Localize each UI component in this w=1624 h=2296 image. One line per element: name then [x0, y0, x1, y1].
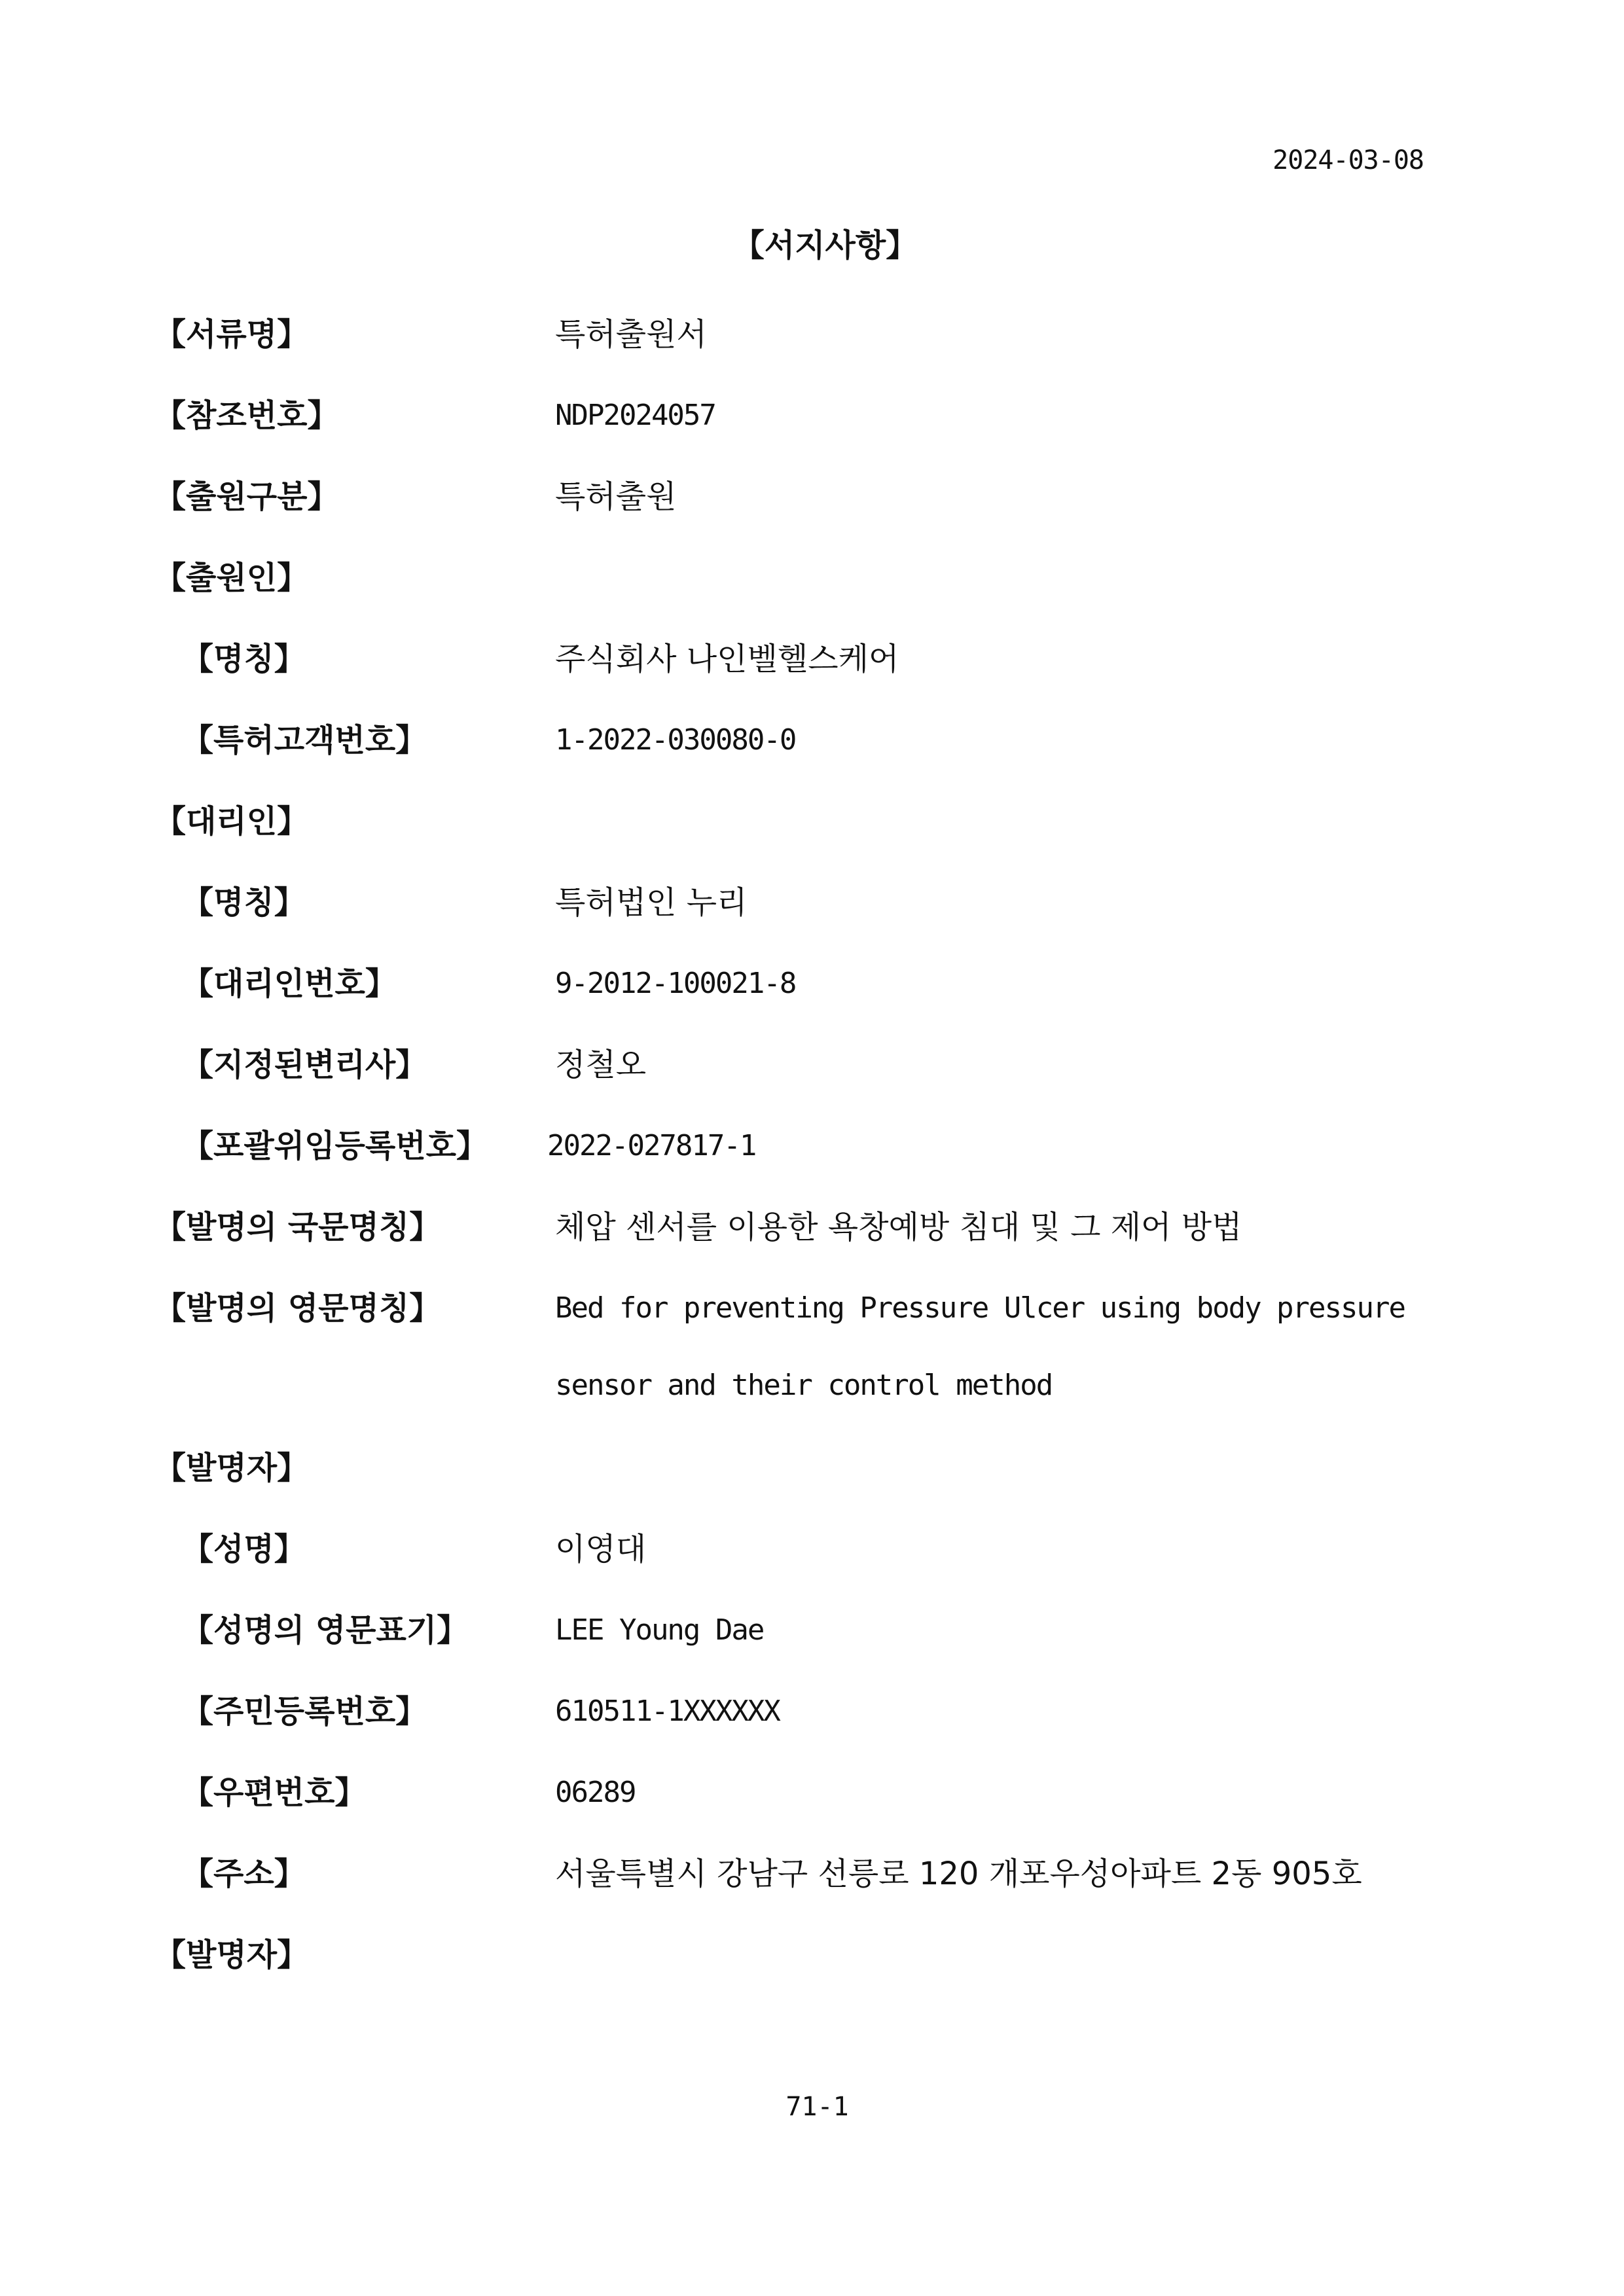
section-inventor [154, 1445, 1464, 1526]
field-label: 【지정된변리사】 [182, 1047, 427, 1083]
field-label: 【발명의 영문명칭】 [154, 1290, 441, 1327]
section-inventor-2 [154, 1932, 1464, 2013]
field-value: 1-2022-030080-0 [555, 723, 796, 757]
field-label: 【서류명】 [154, 316, 309, 353]
field-value: 체압 센서를 이용한 욕창예방 침대 및 그 제어 방법 [555, 1209, 1242, 1246]
field-label: 【주소】 [182, 1856, 306, 1892]
field-value: 서울특별시 강남구 선릉로 120 개포우성아파트 2동 905호 [555, 1856, 1362, 1892]
section-label: 【발명자】 [154, 1937, 309, 1973]
field-value: 특허출원서 [555, 316, 707, 353]
field-label: 【주민등록번호】 [182, 1693, 427, 1730]
field-label: 【성명】 [182, 1531, 306, 1568]
field-reference-number [154, 393, 1464, 474]
field-value: Bed for preventing Pressure Ulcer using body pressure sensor and their control method [555, 1291, 1405, 1402]
field-label: 【우편번호】 [182, 1774, 367, 1811]
field-label: 【출원구분】 [154, 478, 339, 515]
field-document-name [154, 312, 1464, 393]
field-value: LEE Young Dae [555, 1613, 764, 1647]
field-applicant-name [154, 636, 1464, 717]
section-applicant [154, 555, 1464, 636]
field-value: NDP2024057 [555, 399, 715, 432]
field-designated-attorney [154, 1042, 1464, 1123]
field-resident-registration-number [154, 1689, 1464, 1770]
document-date: 2024-03-08 [1272, 145, 1424, 175]
field-label: 【발명의 국문명칭】 [154, 1209, 441, 1246]
document-title: 【서지사항】 [732, 227, 918, 264]
field-agent-name [154, 880, 1464, 961]
field-address [154, 1851, 1464, 1932]
field-label: 【성명의 영문표기】 [182, 1612, 469, 1649]
field-value: 9-2012-100021-8 [555, 967, 796, 1000]
field-application-type [154, 474, 1464, 555]
field-postal-code [154, 1770, 1464, 1851]
field-inventor-name-english [154, 1607, 1464, 1689]
bibliographic-fields [154, 312, 1464, 2013]
page-number: 71-1 [785, 2092, 849, 2122]
field-label: 【포괄위임등록번호】 [182, 1128, 488, 1164]
section-agent [154, 798, 1464, 880]
field-label: 【명칭】 [182, 884, 306, 921]
field-value: 06289 [555, 1776, 636, 1809]
field-value: 2022-027817-1 [547, 1129, 756, 1162]
field-label: 【특허고객번호】 [182, 722, 427, 759]
field-agent-number [154, 961, 1464, 1042]
field-value: 주식회사 나인벨헬스케어 [555, 641, 899, 677]
field-label: 【참조번호】 [154, 397, 339, 434]
section-label: 【대리인】 [154, 803, 309, 840]
section-label: 【발명자】 [154, 1450, 309, 1486]
field-label: 【대리인번호】 [182, 965, 397, 1002]
field-value: 정철오 [555, 1047, 647, 1083]
field-label: 【명칭】 [182, 641, 306, 677]
field-value: 이영대 [555, 1531, 647, 1568]
field-value: 특허법인 누리 [555, 884, 748, 921]
field-general-power-registration-number [154, 1123, 1464, 1204]
field-value: 610511-1XXXXXX [555, 1695, 780, 1728]
field-value: 특허출원 [555, 478, 677, 515]
field-inventor-name [154, 1526, 1464, 1607]
field-invention-title-english [154, 1285, 1464, 1445]
field-applicant-customer-number [154, 717, 1464, 798]
section-label: 【출원인】 [154, 560, 309, 596]
